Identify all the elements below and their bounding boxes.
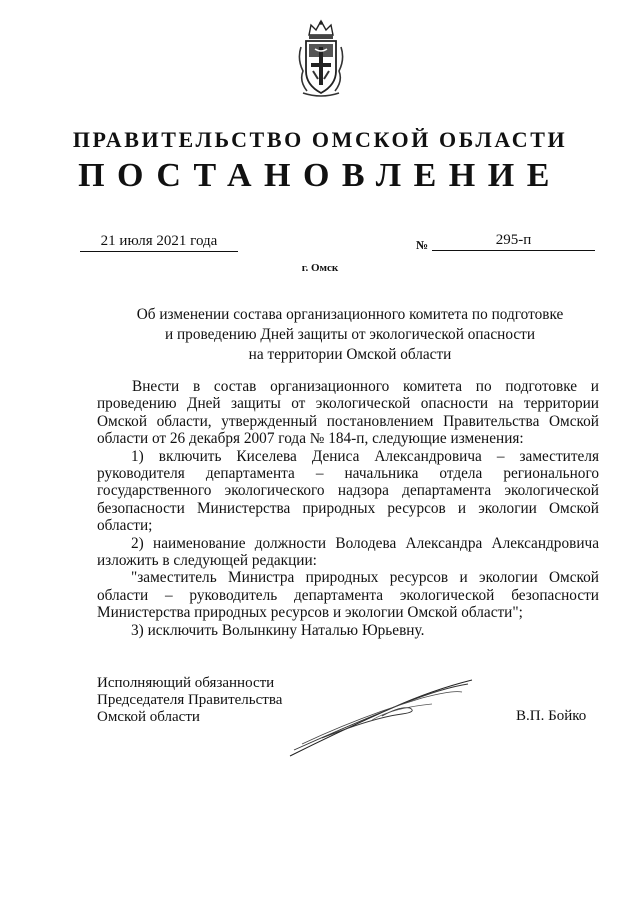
paragraph-intro: Внести в состав организационного комитета по подготовке и проведению Дней защиты от экологической опасности на территории Омской области, утвержденный постановлением Правительства Омской области от 26 декабря 2007 года № 184-п, следующие изменения: xyxy=(97,378,599,448)
signatory-line-2: Председателя Правительства xyxy=(97,692,283,708)
paragraph-item-1: 1) включить Киселева Дениса Александровича – заместителя руководителя департамента – начальника отдела регионального государственного экологического надзора департамента экологической безопасности Министерства природных ресурсов и экологии Омской области; xyxy=(97,447,599,535)
title-line-1: Об изменении состава организационного комитета по подготовке xyxy=(136,306,564,323)
document-body xyxy=(97,378,599,639)
number-label: № xyxy=(416,238,429,252)
signatory-position xyxy=(97,675,282,726)
document-number: 295-п xyxy=(432,232,595,251)
signatory-name: В.П. Бойко xyxy=(516,708,587,724)
paragraph-item-2: 2) наименование должности Володева Александра Александровича изложить в следующей редакции: xyxy=(97,534,599,570)
document-title xyxy=(120,305,580,365)
coat-of-arms-emblem xyxy=(297,19,345,99)
paragraph-quote: "заместитель Министра природных ресурсов и экологии Омской области – руководитель департамента экологической безопасности Министерства природных ресурсов и экологии Омской области"; xyxy=(97,569,599,622)
paragraph-item-3: 3) исключить Волынкину Наталью Юрьевну. xyxy=(131,621,425,639)
title-line-2: и проведению Дней защиты от экологической опасности xyxy=(164,326,536,343)
city: г. Омск xyxy=(301,262,339,274)
handwritten-signature xyxy=(282,668,482,768)
title-line-3: на территории Омской области xyxy=(248,346,452,363)
signatory-line-3: Омской области xyxy=(97,709,200,725)
signatory-line-1: Исполняющий обязанности xyxy=(97,675,275,691)
government-name: ПРАВИТЕЛЬСТВО ОМСКОЙ ОБЛАСТИ xyxy=(72,127,568,152)
document-type: ПОСТАНОВЛЕНИЕ xyxy=(78,157,562,194)
document-date: 21 июля 2021 года xyxy=(80,233,238,252)
